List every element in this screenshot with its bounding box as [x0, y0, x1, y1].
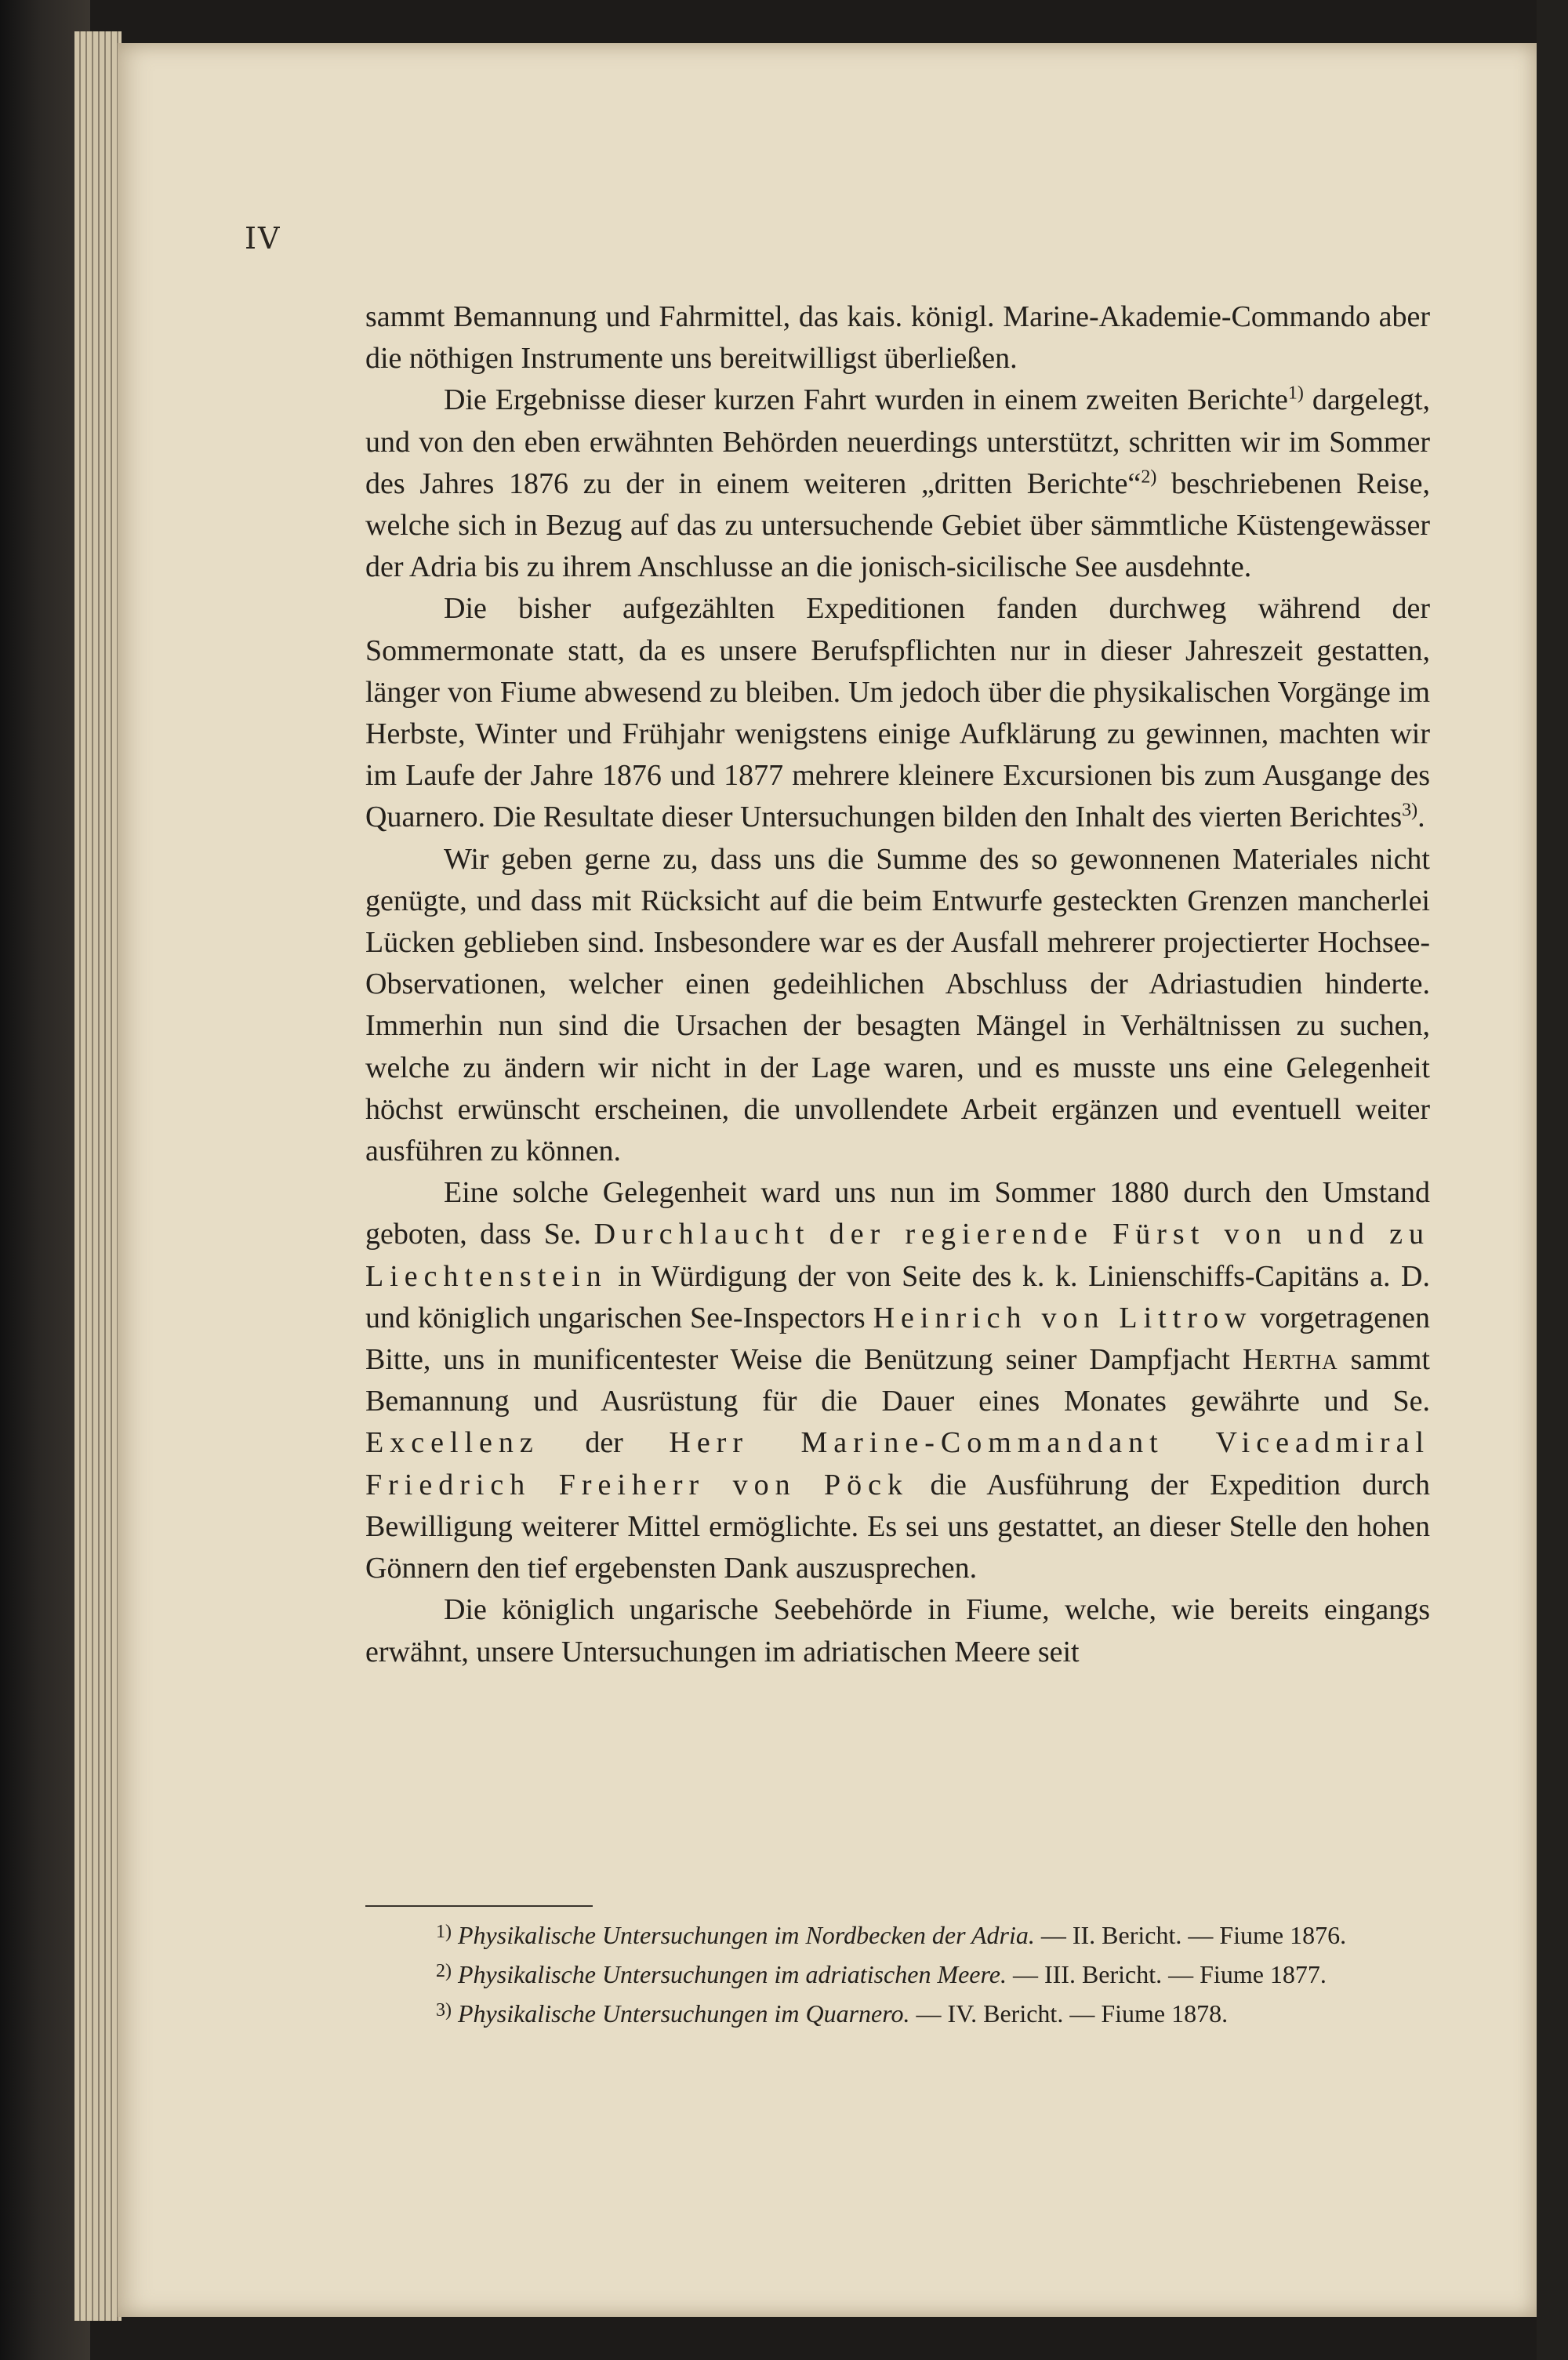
paragraph — [365, 296, 1430, 379]
footnote-rule — [365, 1905, 593, 1907]
footnote — [365, 1916, 1430, 1951]
paragraph — [365, 1172, 1430, 1589]
right-background — [1537, 0, 1568, 2360]
paragraph — [365, 839, 1430, 1173]
footnote — [365, 1955, 1430, 1990]
text-run: beschriebenen Reise, welche sich in Bezug auf das zu untersuchende Gebiet über sämmtliche Küstengewässer der Adria bis zu ihrem Anschlusse an die jonisch-sicilische See ausdehnte. — [365, 467, 1430, 584]
text-run: in Würdigung der von Seite des k. k. Linienschiffs-Capitäns a. D. und königlich ungarischen See-Inspectors — [365, 1259, 1430, 1334]
text-run: Wir geben gerne zu, dass uns die Summe des so gewonnenen Materiales nicht genügte, und dass mit Rücksicht auf die beim Entwurfe gesteckten Grenzen mancherlei Lücken geblieben sind. Insbesondere war es der Ausfall mehrerer projectierter Hochsee-Observationen, welcher einen gedeihlichen Abschluss der Adriastudien hinderte. Immerhin nun sind die Ursachen der besagten Mängel in Verhältnissen zu suchen, welche zu ändern wir nicht in der Lage waren, und es musste uns eine Gelegenheit höchst erwünscht erscheinen, die unvollendete Arbeit ergänzen und eventuell weiter ausführen zu können. — [365, 842, 1430, 1168]
text-run: . — [1417, 801, 1425, 834]
footnotes — [365, 1916, 1430, 2034]
footnote-title: Physikalische Untersuchungen im Quarnero. — [458, 1999, 910, 2028]
footnote-number: 1) — [436, 1922, 452, 1942]
text-run: sammt Bemannung und Fahrmittel, das kais. königl. Marine-Akademie-Commando aber die nöthigen Instrumente uns bereitwilligst überließen. — [365, 300, 1430, 376]
text-run: dargelegt, und von den eben erwähnten Behörden neuerdings unterstützt, schritten wir im Sommer des Jahres 1876 zu der in einem weiteren „dritten Berichte“ — [365, 383, 1431, 500]
footnote-title: Physikalische Untersuchungen im adriatischen Meere. — [458, 1960, 1007, 1988]
spaced-name: Herr Marine-Commandant Viceadmiral Friedrich Freiherr von Pöck — [365, 1426, 1430, 1501]
text-run: Die Ergebnisse dieser kurzen Fahrt wurden in einem zweiten Berichte — [444, 383, 1288, 417]
paragraph — [365, 588, 1430, 838]
footnote — [365, 1995, 1430, 2029]
text-run: Eine solche Gelegenheit ward uns nun im Sommer 1880 durch den Umstand geboten, dass Se. — [365, 1176, 1430, 1251]
spaced-name: Durchlaucht der regierende Fürst von und zu Liechtenstein — [365, 1218, 1431, 1293]
footnote-reference: 2) — [1141, 467, 1157, 488]
footnote-details: — IV. Bericht. — Fiume 1878. — [909, 1999, 1229, 2028]
text-run: Die bisher aufgezählten Expeditionen fanden durchweg während der Sommermonate statt, da es unsere Berufspflichten nur in dieser Jahreszeit gestatten, länger von Fiume abwesend zu bleiben. Um jedoch über die physikalischen Vorgänge im Herbste, Winter und Frühjahr wenigstens einige Aufklärung zu gewinnen, machten wir im Laufe der Jahre 1876 und 1877 mehrere kleinere Excursionen bis zum Ausgange des Quarnero. Die Resultate dieser Untersuchungen bilden den Inhalt des vierten Berichtes — [365, 592, 1430, 834]
footnote-details: — II. Bericht. — Fiume 1876. — [1034, 1921, 1347, 1949]
paragraph — [365, 379, 1430, 588]
body-text — [365, 296, 1430, 1673]
spaced-name: Heinrich von Littrow — [873, 1301, 1253, 1334]
text-run: sammt Bemannung und Ausrüstung für die Dauer eines Monates gewährte und Se. — [365, 1343, 1430, 1418]
footnote-details: — III. Bericht. — Fiume 1877. — [1006, 1960, 1327, 1988]
footnote-number: 2) — [436, 1961, 452, 1981]
spaced-name: Excellenz — [365, 1426, 539, 1460]
footnote-number: 3) — [436, 2000, 452, 2021]
text-run: Die königlich ungarische Seebehörde in Fiume, welche, wie bereits eingangs erwähnt, unsere Untersuchungen im adriatischen Meere seit — [365, 1593, 1430, 1668]
footnote-reference: 1) — [1287, 383, 1304, 404]
page-number: IV — [245, 221, 281, 256]
text-run: die Ausführung der Expedition durch Bewilligung weiterer Mittel ermöglichte. Es sei uns gestattet, an dieser Stelle den hohen Gönnern den tief ergebensten Dank auszusprechen. — [365, 1468, 1430, 1585]
ship-name: Hertha — [1242, 1343, 1338, 1377]
text-run: vorgetragenen Bitte, uns in munificentester Weise die Benützung seiner Dampfjacht — [365, 1301, 1430, 1377]
footnote-reference: 3) — [1402, 800, 1418, 821]
footnote-title: Physikalische Untersuchungen im Nordbecken der Adria. — [458, 1921, 1035, 1949]
text-run: der — [539, 1426, 670, 1460]
page-edges — [74, 31, 122, 2321]
paragraph — [365, 1589, 1430, 1672]
